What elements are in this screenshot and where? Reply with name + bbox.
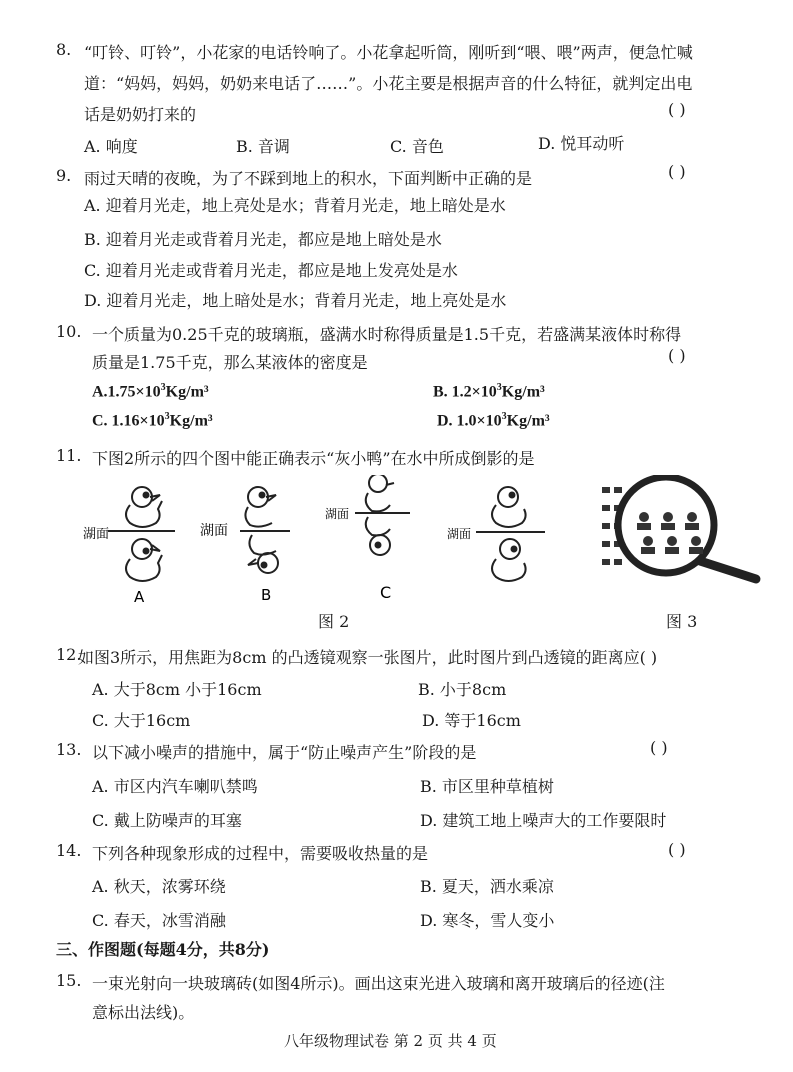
q10-option-a: $A.1.75\times 10^3Kg/m^3$ bbox=[92, 382, 209, 401]
lake-label-c: 湖面 bbox=[325, 507, 350, 521]
q13-option-a: A. 市区内汽车喇叭禁鸣 bbox=[92, 777, 258, 796]
q10-stem-line1: 一个质量为0.25千克的玻璃瓶，盛满水时称得质量是1.5千克，若盛满某液体时称得 bbox=[92, 325, 682, 344]
q15-stem-line2: 意标出法线)。 bbox=[92, 1003, 195, 1022]
q12-option-c: C. 大于16cm bbox=[92, 711, 191, 730]
q14-answer-blank: ( ) bbox=[668, 840, 686, 859]
q13-number: 13. bbox=[56, 740, 82, 759]
q14-option-b: B. 夏天，洒水乘凉 bbox=[420, 877, 554, 896]
q10-stem-line2: 质量是1.75千克，那么某液体的密度是 bbox=[92, 353, 368, 372]
q9-option-d: D. 迎着月光走，地上暗处是水；背着月光走，地上亮处是水 bbox=[84, 291, 507, 310]
duck-upright-icon bbox=[492, 487, 526, 527]
q15-number: 15. bbox=[56, 971, 82, 990]
q9-number: 9. bbox=[56, 166, 72, 185]
diagram-b bbox=[200, 487, 290, 604]
figure-3-magnifier bbox=[602, 477, 756, 579]
q13-option-b: B. 市区里种草植树 bbox=[420, 777, 554, 796]
q13-option-c: C. 戴上防噪声的耳塞 bbox=[92, 811, 242, 830]
q14-option-c: C. 春天，冰雪消融 bbox=[92, 911, 226, 930]
q9-answer-blank: ( ) bbox=[668, 162, 686, 181]
q10-answer-blank: ( ) bbox=[668, 346, 686, 365]
q14-number: 14. bbox=[56, 841, 82, 860]
lake-label-a: 湖面 bbox=[83, 527, 110, 542]
q12-option-b: B. 小于8cm bbox=[418, 680, 507, 699]
q13-stem: 以下减小噪声的措施中，属于“防止噪声产生”阶段的是 bbox=[92, 743, 477, 762]
figure-2-caption: 图 2 bbox=[318, 612, 350, 631]
q12-number: 12. bbox=[56, 645, 82, 664]
q8-number: 8. bbox=[56, 40, 72, 59]
q10-number: 10. bbox=[56, 322, 82, 341]
q10-option-c: C. $1.16\times 10^3Kg/m^3$ bbox=[92, 411, 213, 430]
label-b: B bbox=[261, 586, 272, 604]
q8-stem-line1: “叮铃、叮铃”，小花家的电话铃响了。小花拿起听筒，刚听到“喂、喂”两声，便急忙喊 bbox=[84, 43, 693, 62]
section-3-title: 三、作图题(每题4分，共8分) bbox=[56, 940, 270, 959]
lake-label-b: 湖面 bbox=[200, 523, 228, 539]
duck-upright-icon bbox=[366, 475, 394, 511]
q9-stem: 雨过天晴的夜晚，为了不踩到地上的积水，下面判断中正确的是 bbox=[84, 169, 533, 188]
q9-option-c: C. 迎着月光走或背着月光走，都应是地上发亮处是水 bbox=[84, 261, 458, 280]
q8-stem-line2: 道：“妈妈，妈妈，奶奶来电话了……”。小花主要是根据声音的什么特征，就判定出电 bbox=[84, 74, 693, 93]
q13-answer-blank: ( ) bbox=[650, 738, 668, 757]
diagram-a bbox=[83, 487, 175, 606]
q11-number: 11. bbox=[56, 446, 82, 465]
q8-option-d: D. 悦耳动听 bbox=[538, 134, 625, 153]
q8-stem-line3: 话是奶奶打来的 bbox=[84, 105, 197, 124]
label-a: A bbox=[134, 588, 145, 606]
q15-stem-line1: 一束光射向一块玻璃砖(如图4所示)。画出这束光进入玻璃和离开玻璃后的径迹(注 bbox=[92, 974, 665, 993]
q13-option-d: D. 建筑工地上噪声大的工作要限时 bbox=[420, 811, 667, 830]
q12-option-a: A. 大于8cm 小于16cm bbox=[92, 680, 262, 699]
lake-label-d: 湖面 bbox=[447, 527, 472, 541]
q9-option-b: B. 迎着月光走或背着月光走，都应是地上暗处是水 bbox=[84, 230, 442, 249]
q8-answer-blank: ( ) bbox=[668, 100, 686, 119]
q11-stem: 下图2所示的四个图中能正确表示“灰小鸭”在水中所成倒影的是 bbox=[92, 449, 535, 468]
duck-upright-icon bbox=[126, 487, 162, 527]
q12-stem: 如图3所示，用焦距为8cm 的凸透镜观察一张图片，此时图片到凸透镜的距离应( ) bbox=[78, 648, 658, 667]
q14-option-a: A. 秋天，浓雾环绕 bbox=[92, 877, 226, 896]
duck-reflection-icon bbox=[126, 539, 162, 581]
duck-upright-icon bbox=[245, 487, 276, 527]
q8-option-a: A. 响度 bbox=[84, 137, 138, 156]
figure-2-duck-reflections bbox=[0, 475, 793, 625]
q14-stem: 下列各种现象形成的过程中，需要吸收热量的是 bbox=[92, 844, 429, 863]
duck-reflection-icon bbox=[492, 539, 526, 581]
duck-reflection-icon bbox=[366, 517, 390, 555]
page-footer: 八年级物理试卷 第 2 页 共 4 页 bbox=[284, 1032, 497, 1050]
q9-option-a: A. 迎着月光走，地上亮处是水；背着月光走，地上暗处是水 bbox=[84, 196, 506, 215]
q10-option-b: B. $1.2\times 10^3Kg/m^3$ bbox=[433, 382, 545, 401]
q12-option-d: D. 等于16cm bbox=[422, 711, 521, 730]
diagram-d bbox=[447, 487, 545, 581]
figure-3-caption: 图 3 bbox=[666, 612, 698, 631]
q14-option-d: D. 寒冬，雪人变小 bbox=[420, 911, 555, 930]
diagram-c bbox=[325, 475, 410, 602]
q8-option-c: C. 音色 bbox=[390, 137, 444, 156]
q8-option-b: B. 音调 bbox=[236, 137, 290, 156]
q10-option-d: D. $1.0\times 10^3Kg/m^3$ bbox=[437, 411, 550, 430]
label-c: C bbox=[380, 583, 392, 602]
duck-reflection-icon bbox=[248, 535, 278, 573]
